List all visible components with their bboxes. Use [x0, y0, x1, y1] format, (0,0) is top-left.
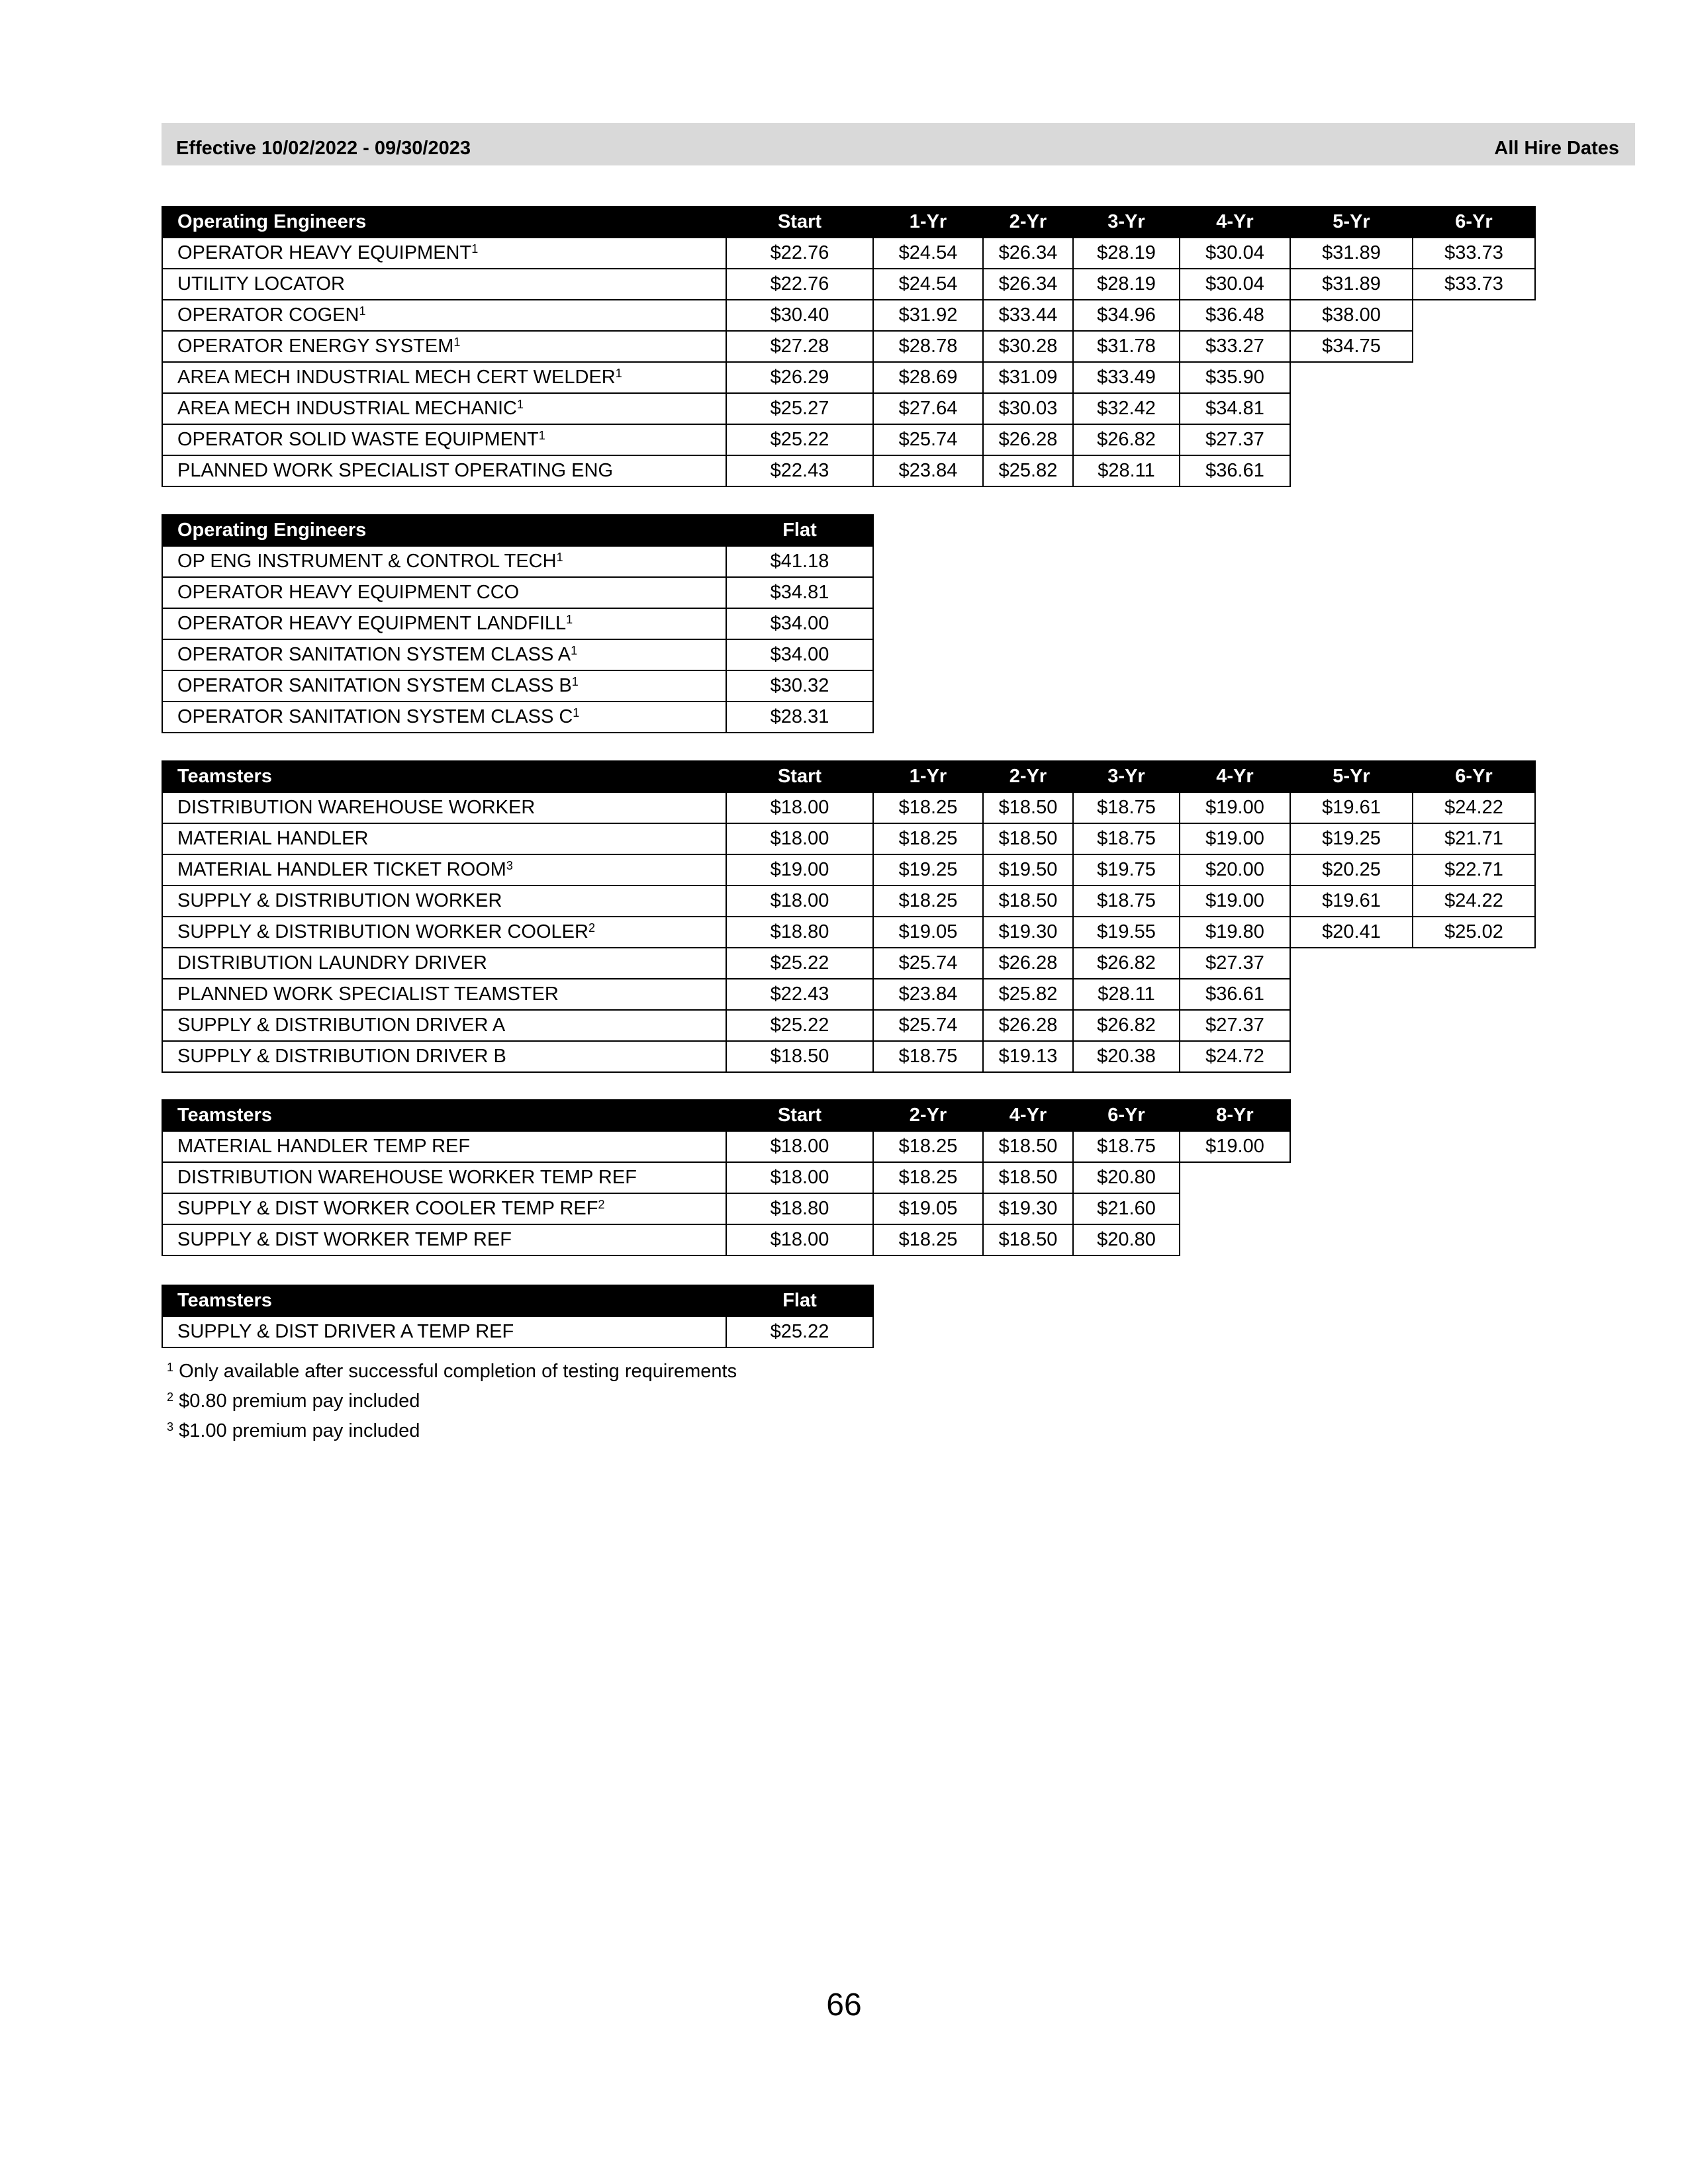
- empty-cell: [1290, 948, 1413, 979]
- job-title-cell: [162, 948, 726, 979]
- table-row: [162, 854, 1535, 886]
- pay-rate-cell: $26.34: [983, 269, 1073, 300]
- column-header: 2-Yr: [983, 761, 1073, 792]
- pay-rate-cell: $20.80: [1073, 1224, 1180, 1255]
- job-title: MATERIAL HANDLER TICKET ROOM: [177, 859, 506, 880]
- pay-rate-cell: $19.00: [1180, 886, 1290, 917]
- column-header: 1-Yr: [873, 206, 983, 238]
- pay-rate-cell: $41.18: [726, 546, 873, 577]
- table-row: [162, 823, 1535, 854]
- table-row: [162, 577, 873, 608]
- column-header: 3-Yr: [1073, 206, 1180, 238]
- job-title-cell: [162, 1010, 726, 1041]
- table-row: [162, 608, 873, 639]
- pay-rate-cell: $26.28: [983, 424, 1073, 455]
- job-title-cell: [162, 424, 726, 455]
- table-title: Teamsters: [162, 1100, 726, 1131]
- job-title: SUPPLY & DISTRIBUTION DRIVER B: [177, 1046, 506, 1067]
- empty-cell: [1290, 1041, 1413, 1072]
- empty-cell: [1290, 393, 1413, 424]
- empty-cell: [1413, 948, 1535, 979]
- job-title-cell: [162, 670, 726, 702]
- pay-rate-cell: $34.81: [726, 577, 873, 608]
- job-title-cell: [162, 1316, 726, 1347]
- pay-rate-cell: $24.22: [1413, 886, 1535, 917]
- pay-rate-cell: $28.19: [1073, 238, 1180, 269]
- job-title: OPERATOR HEAVY EQUIPMENT: [177, 242, 472, 263]
- pay-rate-cell: $18.25: [873, 792, 983, 823]
- pay-rate-cell: $18.25: [873, 1224, 983, 1255]
- job-title: MATERIAL HANDLER: [177, 828, 369, 849]
- table-row: [162, 1041, 1535, 1072]
- table-row: [162, 269, 1535, 300]
- pay-rate-cell: $18.50: [983, 886, 1073, 917]
- empty-cell: [1290, 424, 1413, 455]
- table-row: [162, 362, 1535, 393]
- pay-rate-table: [162, 1099, 1291, 1256]
- table-row: [162, 1193, 1290, 1224]
- job-title: DISTRIBUTION WAREHOUSE WORKER TEMP REF: [177, 1167, 637, 1188]
- job-title: SUPPLY & DIST WORKER COOLER TEMP REF: [177, 1198, 598, 1219]
- table-header-row: [162, 206, 1535, 238]
- pay-rate-cell: $19.05: [873, 1193, 983, 1224]
- job-title-cell: [162, 1131, 726, 1162]
- pay-rate-cell: $25.22: [726, 948, 873, 979]
- pay-rate-cell: $28.78: [873, 331, 983, 362]
- pay-rate-cell: $25.22: [726, 424, 873, 455]
- pay-rate-cell: $18.25: [873, 823, 983, 854]
- empty-cell: [1413, 362, 1535, 393]
- table-row: [162, 639, 873, 670]
- pay-rate-cell: $30.03: [983, 393, 1073, 424]
- job-title-cell: [162, 1162, 726, 1193]
- pay-rate-cell: $18.00: [726, 886, 873, 917]
- pay-rate-cell: $19.00: [1180, 823, 1290, 854]
- pay-rate-cell: $18.00: [726, 792, 873, 823]
- column-header: 6-Yr: [1073, 1100, 1180, 1131]
- pay-rate-cell: $20.80: [1073, 1162, 1180, 1193]
- pay-rate-cell: $30.32: [726, 670, 873, 702]
- pay-rate-cell: $18.00: [726, 1224, 873, 1255]
- pay-rate-cell: $21.71: [1413, 823, 1535, 854]
- job-title-cell: [162, 979, 726, 1010]
- job-title: OPERATOR COGEN: [177, 304, 359, 326]
- job-title: PLANNED WORK SPECIALIST OPERATING ENG: [177, 460, 614, 481]
- pay-rate-cell: $22.76: [726, 269, 873, 300]
- table-header-row: [162, 1100, 1290, 1131]
- pay-rate-cell: $18.50: [983, 1224, 1073, 1255]
- pay-rate-cell: $28.31: [726, 702, 873, 733]
- pay-rate-cell: $25.22: [726, 1316, 873, 1347]
- pay-rate-cell: $18.25: [873, 1131, 983, 1162]
- job-title-cell: [162, 917, 726, 948]
- table-title: Teamsters: [162, 1285, 726, 1316]
- pay-rate-cell: $18.50: [983, 792, 1073, 823]
- table-row: [162, 1316, 873, 1347]
- column-header: Start: [726, 761, 873, 792]
- job-title-cell: [162, 269, 726, 300]
- pay-rate-cell: $19.30: [983, 1193, 1073, 1224]
- pay-rate-cell: $20.00: [1180, 854, 1290, 886]
- column-header: 8-Yr: [1180, 1100, 1290, 1131]
- job-title-cell: [162, 455, 726, 486]
- table-row: [162, 1224, 1290, 1255]
- column-header: 4-Yr: [1180, 206, 1290, 238]
- pay-rate-cell: $27.37: [1180, 1010, 1290, 1041]
- pay-rate-cell: $31.78: [1073, 331, 1180, 362]
- pay-rate-cell: $30.40: [726, 300, 873, 331]
- pay-rate-cell: $34.81: [1180, 393, 1290, 424]
- pay-rate-cell: $19.61: [1290, 886, 1413, 917]
- pay-rate-cell: $23.84: [873, 455, 983, 486]
- column-header: 5-Yr: [1290, 206, 1413, 238]
- job-title: SUPPLY & DISTRIBUTION WORKER COOLER: [177, 921, 588, 942]
- table-row: [162, 1162, 1290, 1193]
- pay-rate-cell: $26.28: [983, 948, 1073, 979]
- table-row: [162, 1010, 1535, 1041]
- table-row: [162, 702, 873, 733]
- footnote: $^1$ Only available after successful completion of testing requirements: [167, 1361, 737, 1382]
- empty-cell: [1290, 362, 1413, 393]
- pay-rate-cell: $19.55: [1073, 917, 1180, 948]
- pay-rate-cell: $18.80: [726, 1193, 873, 1224]
- pay-rate-cell: $18.00: [726, 1162, 873, 1193]
- table-row: [162, 979, 1535, 1010]
- table-header-row: [162, 761, 1535, 792]
- pay-rate-cell: $19.25: [873, 854, 983, 886]
- pay-rate-cell: $35.90: [1180, 362, 1290, 393]
- pay-rate-cell: $33.73: [1413, 269, 1535, 300]
- effective-date-header: [162, 123, 1635, 165]
- pay-rate-cell: $19.00: [1180, 1131, 1290, 1162]
- empty-cell: [1290, 455, 1413, 486]
- column-header: 4-Yr: [983, 1100, 1073, 1131]
- pay-rate-cell: $20.25: [1290, 854, 1413, 886]
- pay-rate-cell: $25.27: [726, 393, 873, 424]
- effective-date-range: Effective 10/02/2022 - 09/30/2023: [176, 138, 471, 159]
- pay-rate-cell: $31.89: [1290, 238, 1413, 269]
- pay-rate-cell: $36.48: [1180, 300, 1290, 331]
- pay-rate-cell: $19.25: [1290, 823, 1413, 854]
- column-header: 6-Yr: [1413, 761, 1535, 792]
- pay-rate-cell: $18.00: [726, 1131, 873, 1162]
- job-title: PLANNED WORK SPECIALIST TEAMSTER: [177, 983, 559, 1005]
- job-title-cell: [162, 823, 726, 854]
- table-row: [162, 948, 1535, 979]
- job-title: OPERATOR HEAVY EQUIPMENT LANDFILL: [177, 613, 567, 634]
- pay-rate-cell: $28.11: [1073, 455, 1180, 486]
- pay-rate-cell: $19.05: [873, 917, 983, 948]
- pay-rate-table: [162, 760, 1536, 1073]
- pay-rate-cell: $26.82: [1073, 1010, 1180, 1041]
- job-title: OPERATOR SOLID WASTE EQUIPMENT: [177, 429, 539, 450]
- pay-rate-cell: $31.89: [1290, 269, 1413, 300]
- footnote-marker: 1: [538, 429, 545, 442]
- job-title: SUPPLY & DIST DRIVER A TEMP REF: [177, 1321, 514, 1342]
- job-title-cell: [162, 300, 726, 331]
- pay-rate-cell: $19.00: [1180, 792, 1290, 823]
- job-title-cell: [162, 393, 726, 424]
- pay-rate-cell: $25.82: [983, 455, 1073, 486]
- pay-rate-cell: $18.50: [983, 1162, 1073, 1193]
- job-title: OPERATOR ENERGY SYSTEM: [177, 336, 454, 357]
- job-title: OPERATOR SANITATION SYSTEM CLASS C: [177, 706, 573, 727]
- job-title-cell: [162, 1193, 726, 1224]
- pay-rate-cell: $28.69: [873, 362, 983, 393]
- job-title-cell: [162, 639, 726, 670]
- job-title-cell: [162, 1224, 726, 1255]
- table-row: [162, 886, 1535, 917]
- pay-rate-cell: $26.82: [1073, 948, 1180, 979]
- empty-cell: [1413, 300, 1535, 331]
- pay-rate-cell: $21.60: [1073, 1193, 1180, 1224]
- empty-cell: [1180, 1193, 1290, 1224]
- pay-rate-cell: $28.19: [1073, 269, 1180, 300]
- table-title: Operating Engineers: [162, 515, 726, 546]
- job-title: SUPPLY & DISTRIBUTION WORKER: [177, 890, 502, 911]
- footnote-marker: 1: [556, 551, 563, 564]
- pay-rate-cell: $30.04: [1180, 269, 1290, 300]
- pay-rate-cell: $36.61: [1180, 455, 1290, 486]
- job-title: AREA MECH INDUSTRIAL MECHANIC: [177, 398, 517, 419]
- table-header-row: [162, 515, 873, 546]
- footnote-marker: 1: [571, 675, 579, 688]
- pay-rate-cell: $26.82: [1073, 424, 1180, 455]
- hire-dates-label: All Hire Dates: [1494, 138, 1619, 159]
- empty-cell: [1413, 1010, 1535, 1041]
- table-row: [162, 792, 1535, 823]
- column-header: Flat: [726, 515, 873, 546]
- pay-rate-cell: $18.75: [873, 1041, 983, 1072]
- pay-rate-cell: $18.80: [726, 917, 873, 948]
- pay-rate-cell: $34.96: [1073, 300, 1180, 331]
- pay-rate-cell: $34.00: [726, 639, 873, 670]
- pay-rate-cell: $33.73: [1413, 238, 1535, 269]
- job-title: SUPPLY & DIST WORKER TEMP REF: [177, 1229, 512, 1250]
- empty-cell: [1413, 424, 1535, 455]
- table-title: Teamsters: [162, 761, 726, 792]
- pay-rate-cell: $36.61: [1180, 979, 1290, 1010]
- footnote: $^2$ $0.80 premium pay included: [167, 1390, 420, 1412]
- pay-rate-cell: $27.37: [1180, 948, 1290, 979]
- empty-cell: [1413, 979, 1535, 1010]
- job-title: AREA MECH INDUSTRIAL MECH CERT WELDER: [177, 367, 616, 388]
- job-title-cell: [162, 854, 726, 886]
- pay-rate-cell: $18.25: [873, 1162, 983, 1193]
- pay-rate-cell: $22.43: [726, 979, 873, 1010]
- footnote-marker: 1: [471, 242, 479, 255]
- pay-rate-cell: $24.72: [1180, 1041, 1290, 1072]
- job-title-cell: [162, 886, 726, 917]
- pay-rate-cell: $27.28: [726, 331, 873, 362]
- pay-rate-cell: $19.61: [1290, 792, 1413, 823]
- empty-cell: [1413, 393, 1535, 424]
- footnote-marker: 1: [359, 304, 366, 318]
- pay-rate-cell: $27.64: [873, 393, 983, 424]
- footnote-marker: 1: [566, 613, 573, 626]
- job-title: MATERIAL HANDLER TEMP REF: [177, 1136, 471, 1157]
- pay-rate-cell: $38.00: [1290, 300, 1413, 331]
- empty-cell: [1290, 979, 1413, 1010]
- job-title: OPERATOR HEAVY EQUIPMENT CCO: [177, 582, 520, 603]
- job-title-cell: [162, 608, 726, 639]
- column-header: Start: [726, 206, 873, 238]
- pay-rate-cell: $26.28: [983, 1010, 1073, 1041]
- pay-rate-cell: $24.54: [873, 269, 983, 300]
- job-title-cell: [162, 331, 726, 362]
- job-title: OPERATOR SANITATION SYSTEM CLASS A: [177, 644, 571, 665]
- job-title-cell: [162, 546, 726, 577]
- pay-rate-cell: $31.09: [983, 362, 1073, 393]
- pay-rate-cell: $25.74: [873, 948, 983, 979]
- column-header: 6-Yr: [1413, 206, 1535, 238]
- pay-rate-table: [162, 1285, 874, 1348]
- footnote-marker: 1: [573, 706, 580, 719]
- pay-rate-cell: $23.84: [873, 979, 983, 1010]
- job-title: DISTRIBUTION LAUNDRY DRIVER: [177, 952, 487, 974]
- pay-rate-cell: $32.42: [1073, 393, 1180, 424]
- pay-rate-cell: $18.75: [1073, 823, 1180, 854]
- table-row: [162, 238, 1535, 269]
- footnote-marker: 1: [615, 367, 622, 380]
- column-header: 2-Yr: [983, 206, 1073, 238]
- table-row: [162, 393, 1535, 424]
- footnote-marker: 3: [506, 859, 513, 872]
- empty-cell: [1413, 331, 1535, 362]
- footnote-marker: 1: [571, 644, 578, 657]
- pay-rate-cell: $28.11: [1073, 979, 1180, 1010]
- column-header: 3-Yr: [1073, 761, 1180, 792]
- empty-cell: [1413, 1041, 1535, 1072]
- pay-rate-cell: $18.00: [726, 823, 873, 854]
- pay-rate-table: [162, 206, 1536, 487]
- table-row: [162, 300, 1535, 331]
- column-header: 4-Yr: [1180, 761, 1290, 792]
- column-header: Flat: [726, 1285, 873, 1316]
- pay-rate-cell: $22.43: [726, 455, 873, 486]
- pay-rate-cell: $34.00: [726, 608, 873, 639]
- job-title-cell: [162, 792, 726, 823]
- pay-rate-cell: $18.50: [983, 1131, 1073, 1162]
- pay-rate-cell: $24.54: [873, 238, 983, 269]
- empty-cell: [1413, 455, 1535, 486]
- pay-rate-cell: $33.27: [1180, 331, 1290, 362]
- pay-rate-cell: $30.04: [1180, 238, 1290, 269]
- pay-rate-cell: $27.37: [1180, 424, 1290, 455]
- footnote-marker: 1: [516, 398, 524, 411]
- pay-rate-cell: $25.74: [873, 1010, 983, 1041]
- footnote: $^3$ $1.00 premium pay included: [167, 1420, 420, 1441]
- column-header: 1-Yr: [873, 761, 983, 792]
- pay-rate-cell: $19.30: [983, 917, 1073, 948]
- job-title-cell: [162, 577, 726, 608]
- pay-rate-cell: $31.92: [873, 300, 983, 331]
- column-header: 5-Yr: [1290, 761, 1413, 792]
- table-row: [162, 1131, 1290, 1162]
- pay-rate-cell: $20.41: [1290, 917, 1413, 948]
- job-title: OP ENG INSTRUMENT & CONTROL TECH: [177, 551, 557, 572]
- pay-rate-cell: $30.28: [983, 331, 1073, 362]
- pay-rate-cell: $25.02: [1413, 917, 1535, 948]
- pay-rate-cell: $26.29: [726, 362, 873, 393]
- pay-rate-cell: $26.34: [983, 238, 1073, 269]
- job-title-cell: [162, 238, 726, 269]
- pay-rate-cell: $25.82: [983, 979, 1073, 1010]
- table-row: [162, 455, 1535, 486]
- job-title-cell: [162, 362, 726, 393]
- footnote-marker: 2: [598, 1198, 605, 1211]
- table-row: [162, 917, 1535, 948]
- pay-rate-cell: $19.00: [726, 854, 873, 886]
- pay-rate-cell: $19.50: [983, 854, 1073, 886]
- empty-cell: [1180, 1224, 1290, 1255]
- pay-rate-cell: $18.25: [873, 886, 983, 917]
- footnote-marker: 1: [453, 336, 461, 349]
- pay-rate-table: [162, 514, 874, 733]
- table-row: [162, 331, 1535, 362]
- pay-rate-cell: $33.44: [983, 300, 1073, 331]
- column-header: 2-Yr: [873, 1100, 983, 1131]
- pay-rate-cell: $19.80: [1180, 917, 1290, 948]
- job-title: UTILITY LOCATOR: [177, 273, 345, 295]
- job-title: SUPPLY & DISTRIBUTION DRIVER A: [177, 1015, 506, 1036]
- footnotes: [167, 1361, 737, 1450]
- table-row: [162, 424, 1535, 455]
- pay-rate-cell: $34.75: [1290, 331, 1413, 362]
- job-title-cell: [162, 1041, 726, 1072]
- pay-rate-cell: $20.38: [1073, 1041, 1180, 1072]
- pay-rate-cell: $19.75: [1073, 854, 1180, 886]
- pay-rate-cell: $18.75: [1073, 1131, 1180, 1162]
- pay-rate-cell: $24.22: [1413, 792, 1535, 823]
- job-title: DISTRIBUTION WAREHOUSE WORKER: [177, 797, 536, 818]
- pay-rate-cell: $18.75: [1073, 792, 1180, 823]
- empty-cell: [1180, 1162, 1290, 1193]
- page-number: 66: [826, 1987, 862, 2023]
- table-row: [162, 546, 873, 577]
- pay-rate-cell: $19.13: [983, 1041, 1073, 1072]
- pay-rate-cell: $22.71: [1413, 854, 1535, 886]
- job-title-cell: [162, 702, 726, 733]
- pay-rate-cell: $25.74: [873, 424, 983, 455]
- footnote-marker: 2: [588, 921, 595, 934]
- pay-rate-cell: $18.50: [983, 823, 1073, 854]
- table-row: [162, 670, 873, 702]
- table-title: Operating Engineers: [162, 206, 726, 238]
- table-header-row: [162, 1285, 873, 1316]
- empty-cell: [1290, 1010, 1413, 1041]
- pay-rate-cell: $18.50: [726, 1041, 873, 1072]
- job-title: OPERATOR SANITATION SYSTEM CLASS B: [177, 675, 572, 696]
- pay-rate-cell: $33.49: [1073, 362, 1180, 393]
- pay-rate-cell: $18.75: [1073, 886, 1180, 917]
- pay-rate-cell: $22.76: [726, 238, 873, 269]
- pay-rate-cell: $25.22: [726, 1010, 873, 1041]
- column-header: Start: [726, 1100, 873, 1131]
